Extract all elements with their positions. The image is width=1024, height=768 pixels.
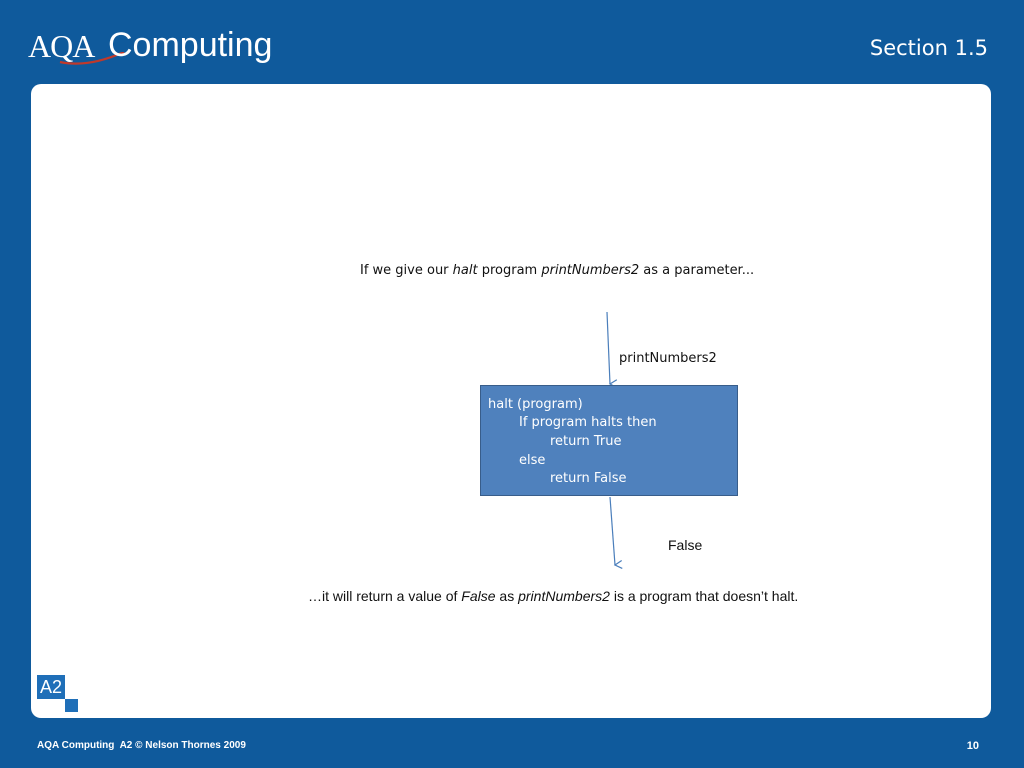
- intro-part1: If we give our: [360, 263, 453, 278]
- logo-computing-text: Computing: [108, 26, 273, 64]
- conclusion-text: [308, 588, 798, 604]
- conclusion-program: printNumbers2: [518, 588, 610, 604]
- code-line-4: else: [519, 453, 546, 468]
- conclusion-part3: is a program that doesn’t halt.: [609, 588, 799, 604]
- intro-program: printNumbers2: [541, 263, 640, 278]
- code-line-1: halt (program): [488, 397, 583, 412]
- section-title: Section 1.5: [869, 36, 988, 60]
- input-arrow: [607, 312, 610, 384]
- code-line-2: If program halts then: [519, 415, 657, 430]
- conclusion-part2: as: [495, 588, 519, 604]
- intro-halt: halt: [452, 263, 478, 278]
- footer-copyright: AQA Computing A2 © Nelson Thornes 2009: [37, 740, 246, 751]
- intro-part3: as a parameter...: [639, 263, 755, 278]
- parameter-label: printNumbers2: [619, 351, 717, 366]
- output-arrow: [610, 497, 615, 565]
- logo-aqa-text: AQA: [28, 28, 95, 64]
- output-label: False: [668, 537, 703, 553]
- intro-part2: program: [477, 263, 542, 278]
- code-line-3: return True: [550, 434, 622, 449]
- conclusion-false: False: [461, 588, 496, 604]
- footer-page-number: 10: [966, 740, 979, 752]
- a2-level-badge: A2: [37, 675, 65, 699]
- conclusion-part1: …it will return a value of: [308, 588, 462, 604]
- halt-function-box: [480, 385, 738, 496]
- a2-badge-square: [65, 699, 78, 712]
- code-line-5: return False: [550, 471, 627, 486]
